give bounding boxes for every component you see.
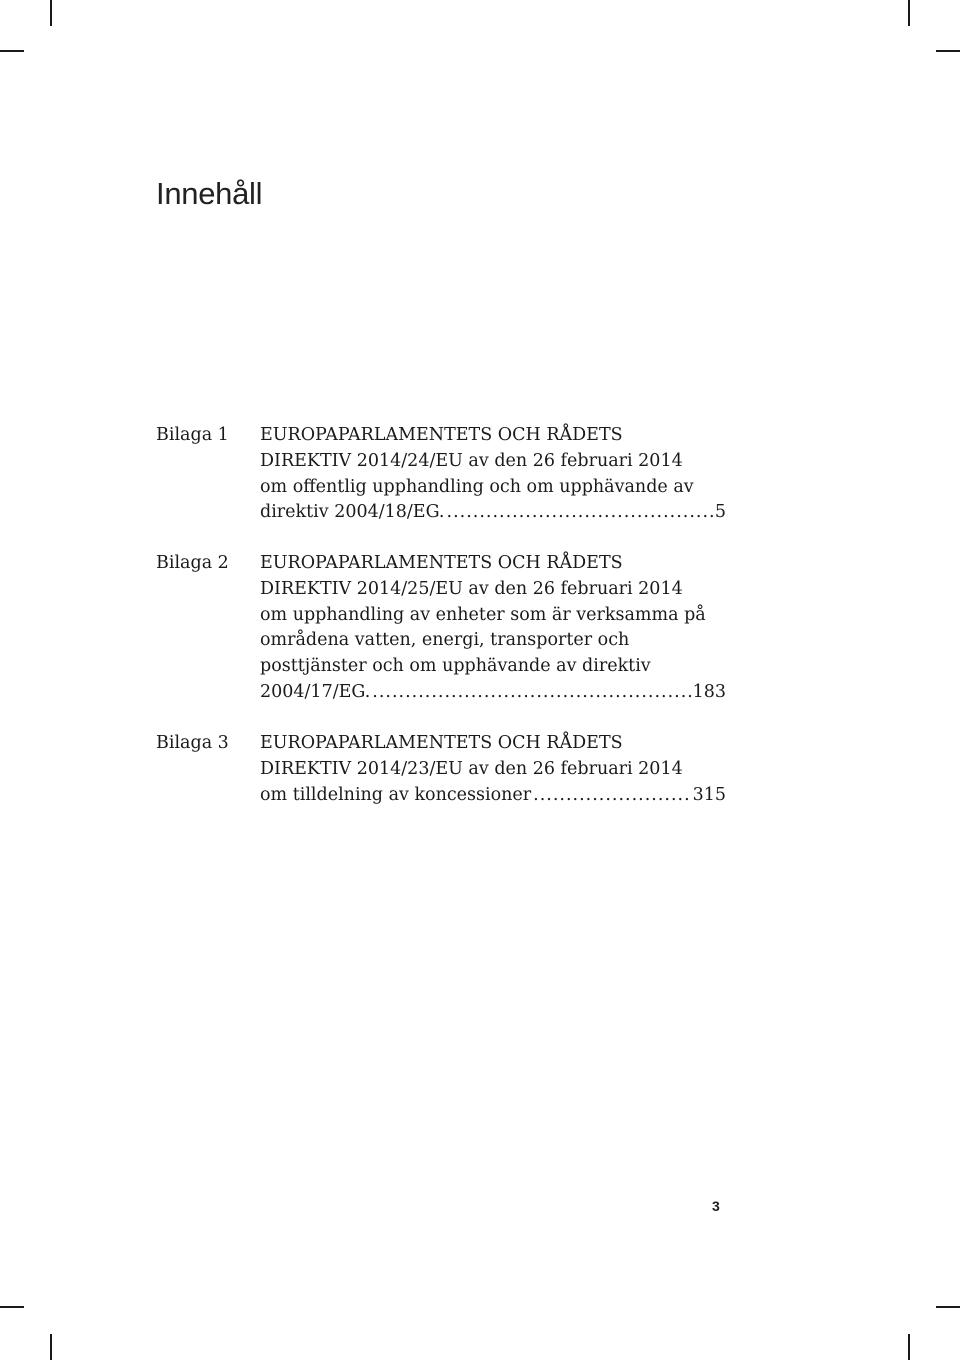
toc-entry-line: EUROPAPARLAMENTETS OCH RÅDETS — [260, 425, 623, 445]
toc-entry-line: DIREKTIV 2014/25/EU av den 26 februari 2014 — [260, 578, 683, 599]
dot-leader — [533, 783, 690, 809]
toc-entry-body — [260, 423, 726, 526]
toc-entry-line: om tilldelning av koncessioner — [260, 784, 532, 805]
toc-entry-line: områdena vatten, energi, transporter och — [260, 630, 630, 651]
crop-mark-top-right — [908, 0, 910, 26]
page-title: Innehåll — [156, 176, 263, 211]
toc-entry-last-line — [260, 783, 726, 809]
toc-entry-last-line — [260, 500, 726, 526]
toc-entry-line: om upphandling av enheter som är verksamma på — [260, 604, 706, 625]
toc-entry-line: 2004/17/EG. — [260, 681, 371, 702]
crop-mark-top-left — [50, 0, 52, 26]
crop-mark-top-left-horizontal — [0, 50, 24, 52]
crop-mark-bottom-right-horizontal — [936, 1306, 960, 1308]
toc-entry-label: Bilaga 2 — [156, 553, 229, 573]
crop-mark-bottom-left-horizontal — [0, 1306, 24, 1308]
toc-entry-line: om offentlig upphandling och om upphävande av — [260, 476, 694, 497]
toc-entry-line: EUROPAPARLAMENTETS OCH RÅDETS — [260, 553, 623, 573]
toc-entry-label: Bilaga 1 — [156, 425, 229, 445]
toc-entry-page-number[interactable]: 183 — [692, 681, 726, 702]
crop-mark-bottom-right — [908, 1334, 910, 1360]
toc-entry-body — [260, 551, 726, 706]
toc-entry-body — [260, 731, 726, 808]
toc-entry-line: DIREKTIV 2014/24/EU av den 26 februari 2014 — [260, 450, 683, 471]
toc-entry-line: DIREKTIV 2014/23/EU av den 26 februari 2014 — [260, 758, 683, 779]
toc-entry-page-number[interactable]: 5 — [714, 502, 726, 523]
crop-mark-top-right-horizontal — [936, 50, 960, 52]
toc-entry-line: direktiv 2004/18/EG. — [260, 502, 445, 523]
toc-entry-label: Bilaga 3 — [156, 733, 229, 753]
footer-page-number: 3 — [712, 1198, 720, 1214]
toc-entry-line: EUROPAPARLAMENTETS OCH RÅDETS — [260, 733, 623, 753]
dot-leader — [447, 500, 713, 526]
toc-entry-last-line — [260, 680, 726, 706]
toc-entry-page-number[interactable]: 315 — [692, 784, 726, 805]
crop-mark-bottom-left — [50, 1334, 52, 1360]
dot-leader — [372, 680, 690, 706]
toc-entry-line: posttjänster och om upphävande av direktiv — [260, 656, 651, 677]
